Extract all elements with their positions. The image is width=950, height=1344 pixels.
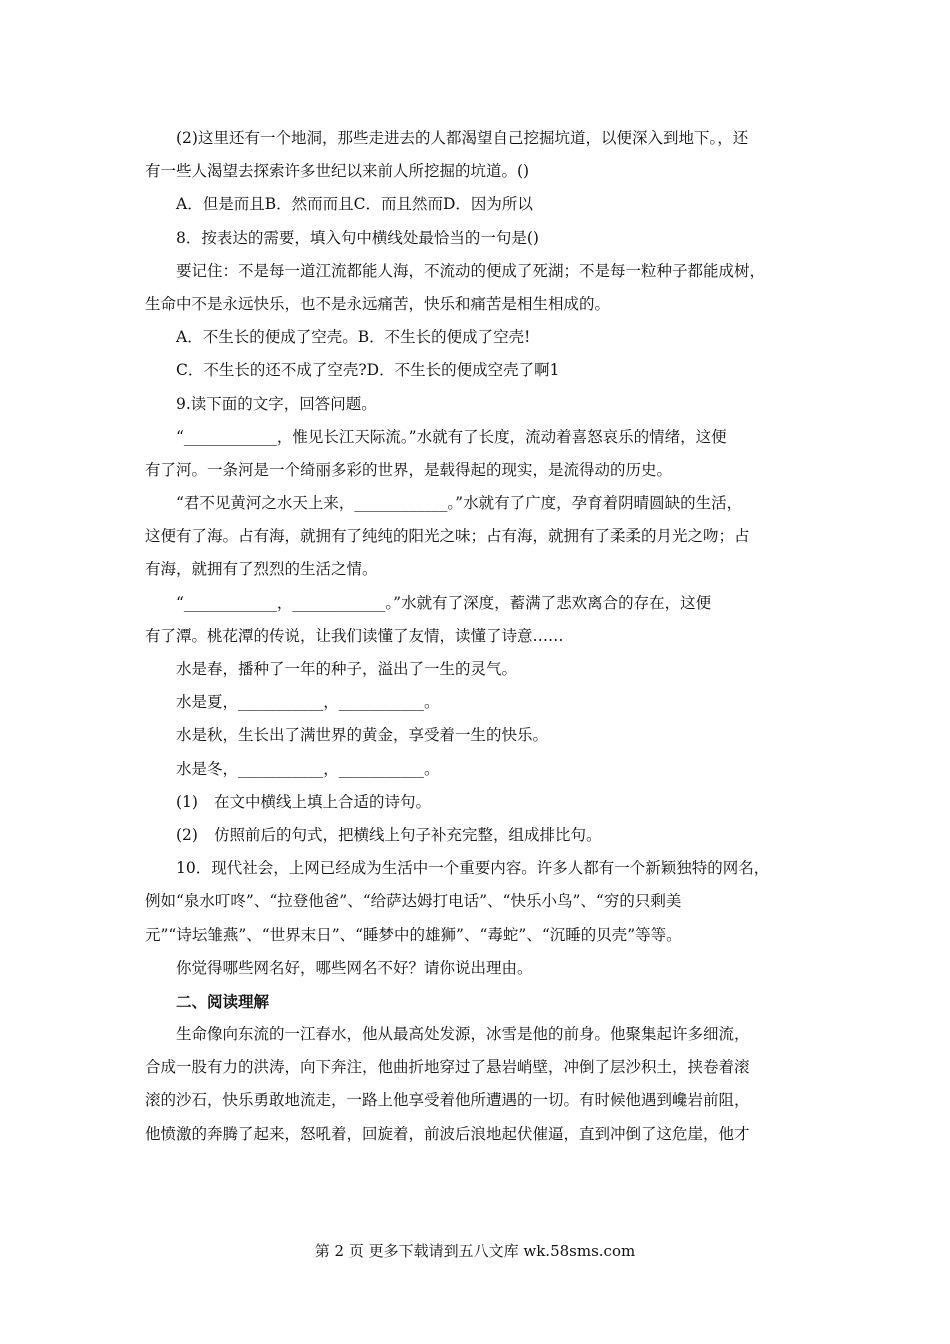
reading-passage-line3: 滚的沙石，快乐勇敢地流走，一路上他享受着他所遭遇的一切。有时候他遇到巉岩前阻， <box>145 1091 750 1110</box>
q9-subquestion-1-text: 在文中横线上填上合适的诗句。 <box>213 792 431 811</box>
reading-passage-line2: 合成一股有力的洪涛，向下奔注，他曲折地穿过了悬岩峭壁，冲倒了层沙积土，挟卷着滚 <box>145 1058 750 1077</box>
q9-subquestion-2-text: 仿照前后的句式，把横线上句子补充完整，组成排比句。 <box>213 825 602 844</box>
q8-stem: 8．按表达的需要，填入句中横线处最恰当的一句是() <box>176 228 539 247</box>
q9-subquestion-1 <box>145 786 810 819</box>
q8-options-line2: C．不生长的还不成了空壳?D．不生长的便成空壳了啊1 <box>176 361 560 380</box>
q9-spring-line: 水是春，播种了一年的种子，溢出了一生的灵气。 <box>176 660 518 678</box>
q9-para2-line1: “君不见黄河之水天上来，____________。”水就有了广度，孕育着阴晴圆缺的生活， <box>176 494 743 513</box>
q7-part2-line2: 有一些人渴望去探索许多世纪以来前人所挖掘的坑道。() <box>145 162 530 181</box>
q9-para3-line2: 有了潭。桃花潭的传说，让我们读懂了友情，读懂了诗意…… <box>145 626 564 645</box>
q9-autumn-line: 水是秋，生长出了满世界的黄金，享受着一生的快乐。 <box>176 726 549 745</box>
page-content <box>145 122 810 1151</box>
q7-part2-options: A．但是而且B．然而而且C．而且然而D．因为所以 <box>176 195 533 214</box>
q9-winter-line: 水是冬，___________，___________。 <box>176 759 440 778</box>
q8-text-line2: 生命中不是永远快乐，也不是永远痛苦，快乐和痛苦是相生相成的。 <box>145 294 611 313</box>
section-heading: 二、阅读理解 <box>176 991 270 1011</box>
reading-passage-line4: 他愤激的奔腾了起来，怒吼着，回旋着，前波后浪地起伏催逼，直到冲倒了这危崖，他才 <box>145 1124 750 1143</box>
q9-stem: 9.读下面的文字，回答问题。 <box>176 394 377 413</box>
q9-summer-line: 水是夏，___________，___________。 <box>176 693 440 712</box>
q9-para3-line1: “____________，____________。”水就有了深度，蓄满了悲欢离合的存在，这便 <box>176 593 712 612</box>
q10-line4: 你觉得哪些网名好，哪些网名不好？请你说出理由。 <box>176 958 533 977</box>
q9-subquestion-2-number: (2) <box>176 825 198 844</box>
q9-para2-line3: 有海，就拥有了烈烈的生活之情。 <box>145 560 378 579</box>
reading-passage-line1: 生命像向东流的一江春水，他从最高处发源，冰雪是他的前身。他聚集起许多细流， <box>176 1025 750 1044</box>
q9-para1-line2: 有了河。一条河是一个绮丽多彩的世界，是载得起的现实，是流得动的历史。 <box>145 460 673 479</box>
q9-subquestion-1-number: (1) <box>176 792 198 811</box>
q10-line3: 元”“诗坛雏燕”、“世界末日”、“睡梦中的雄狮”、“毒蛇”、“沉睡的贝壳”等等。 <box>145 925 682 944</box>
q9-para2-line2: 这便有了海。占有海，就拥有了纯纯的阳光之味；占有海，就拥有了柔柔的月光之吻；占 <box>145 527 750 546</box>
q9-subquestion-2 <box>145 819 810 852</box>
page-footer: 第 2 页 更多下载请到五八文库 wk.58sms.com <box>314 1242 636 1260</box>
q10-line2: 例如“泉水叮咚”、“拉登他爸”、“给萨达姆打电话”、“快乐小鸟”、“穷的只剩美 <box>145 892 682 911</box>
q8-options-line1: A．不生长的便成了空壳。B．不生长的便成了空壳! <box>176 328 531 347</box>
q9-para1-line1: “____________，惟见长江天际流。”水就有了长度，流动着喜怒哀乐的情绪，这便 <box>176 427 727 446</box>
q7-part2-line1: (2)这里还有一个地洞，那些走进去的人都渴望自己挖掘坑道，以便深入到地下。，还 <box>176 129 749 147</box>
q8-text-line1: 要记住：不是每一道江流都能人海，不流动的便成了死湖；不是每一粒种子都能成树， <box>176 261 766 280</box>
q10-line1: 10．现代社会，上网已经成为生活中一个重要内容。许多人都有一个新颖独特的网名， <box>176 859 770 878</box>
